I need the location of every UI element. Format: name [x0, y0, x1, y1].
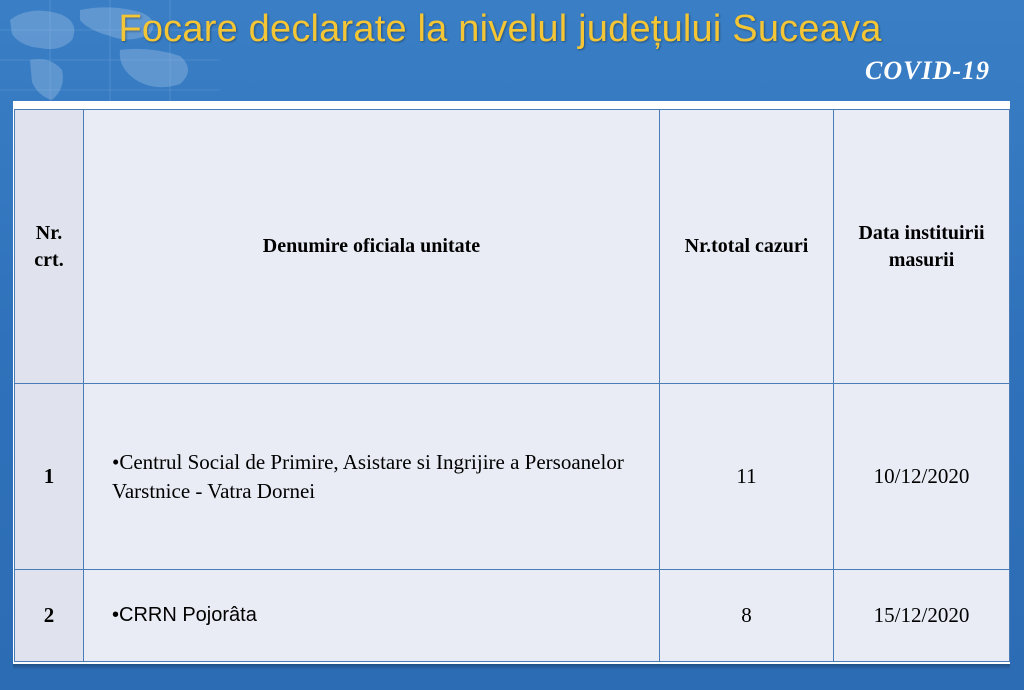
- total-cases-cell: 8: [660, 570, 834, 662]
- unit-name-cell: •CRRN Pojorâta: [84, 570, 660, 662]
- row-number: 2: [15, 570, 84, 662]
- column-header-date: Data instituirii masurii: [834, 110, 1010, 384]
- column-header-unit-name: Denumire oficiala unitate: [84, 110, 660, 384]
- table-row: [15, 384, 1010, 570]
- column-header-nr: Nr. crt.: [15, 110, 84, 384]
- page-title: Focare declarate la nivelul județului Suceava: [118, 8, 882, 50]
- outbreaks-table: [14, 109, 1010, 662]
- unit-name-cell: •Centrul Social de Primire, Asistare si Ingrijire a Persoanelor Varstnice - Vatra Dornei: [84, 384, 660, 570]
- table-frame: [13, 101, 1010, 664]
- total-cases-cell: 11: [660, 384, 834, 570]
- row-number: 1: [15, 384, 84, 570]
- date-cell: 15/12/2020: [834, 570, 1010, 662]
- page-subtitle: COVID-19: [864, 56, 990, 85]
- date-cell: 10/12/2020: [834, 384, 1010, 570]
- table-row: [15, 570, 1010, 662]
- column-header-total-cases: Nr.total cazuri: [660, 110, 834, 384]
- table-shadow: [13, 664, 1010, 670]
- table-header-row: [15, 110, 1010, 384]
